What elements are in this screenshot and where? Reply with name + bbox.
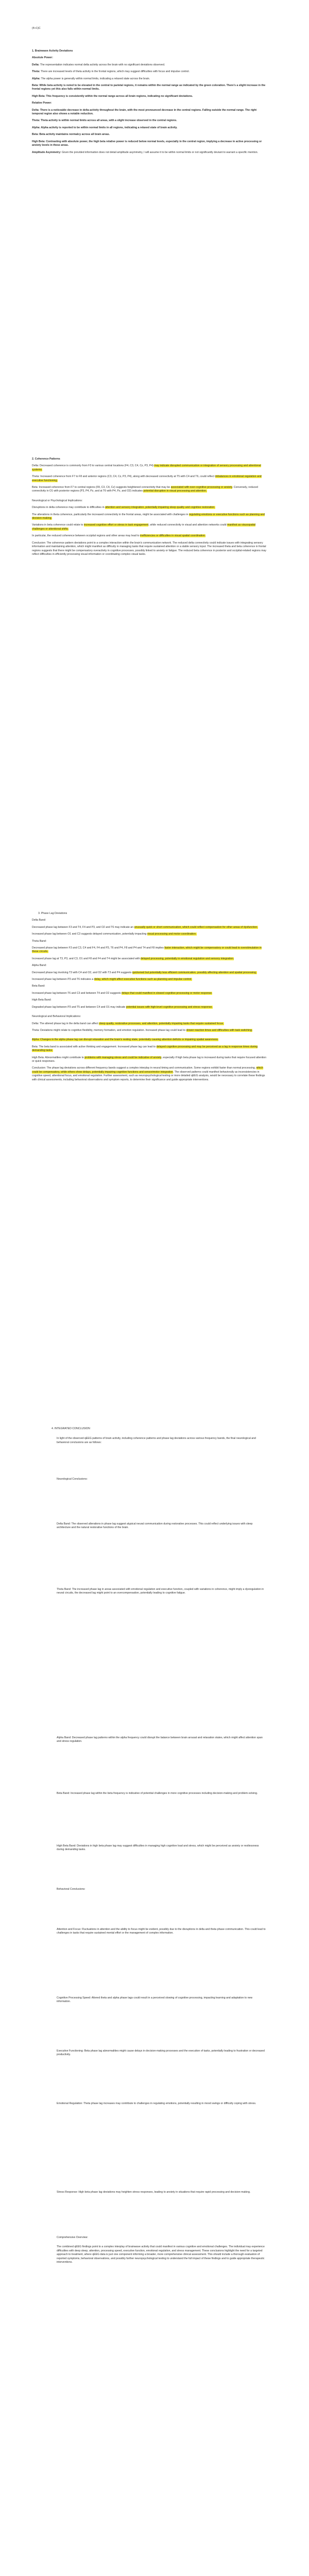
subheading: High Beta Band: (32, 998, 52, 1002)
paragraph: Decreased phase lag between F3 and T4, F4 and P3, and O2 and T6 may indicate an unusually quick or short communication, which could reflect compensation for other areas of dysfunction. (32, 925, 258, 929)
paragraph: Beta Band: Increased phase lag within the beta frequency is indicative of potential challenges in more cognitive processes including decision-making and problem-solving. (57, 1792, 258, 1795)
paragraph: In light of the observed qEEG patterns of brain activity, including coherence patterns and phase lag deviations across various frequency bands, the final neurological and behavioral conclusions are as follows: (57, 1437, 256, 1444)
subheading: Neurological or Psychological Implications: (32, 499, 83, 502)
paragraph: Theta Band: The increased phase lag in areas associated with emotional regulation and executive function, coupled with variations in coherence, might imply a dysregulation in neural circuits, the decreased lag might point to an overcompensation, potentially leading to cognitive fatigue. (57, 1588, 264, 1595)
paragraph: Beta: Beta activity maintains normalcy across all brain areas. (32, 133, 110, 137)
behavioral-heading-block (0, 1888, 309, 1891)
paragraph: Attention and Focus: Fluctuations in attention and the ability to focus might be evident, possibly due to the disruptions in delta and theta phase communication. This could lead to challenges in tasks that require sustained mental effort or the management of complex information. (57, 1928, 266, 1935)
paragraph: Cognitive Processing Speed: Altered theta and alpha phase lags could result in a perceived slowing of cognitive processing, impacting learning and adaptation to new information. (57, 1996, 253, 2004)
paragraph: High Beta: This frequency is consistently within the normal range across all brain regions, indicating no significant deviations. (32, 94, 193, 98)
paragraph: The combined qEEG findings point to a complex interplay of brainwave activity that could manifest in various cognitive and emotional challenges. The individual may experience difficulties with deep sleep, attention, processing speed, executive function, emotional regulation, and stress management. These conclusions highlight the need for a targeted approach to treatment, where qEEG data is just one component informing a broader, more comprehensive clinical assessment. This should include a thorough evaluation of reported symptoms, behavioral observations, and possibly further neuropsychological testing to understand the full impact of these findings and to guide appropriate therapeutic interventions. (57, 2245, 265, 2264)
theta-conclusion (0, 1588, 309, 1596)
paragraph: Amplitude Asymmetry: Given the provided information does not detail amplitude asymmetry, I will assume it to be within normal limits or not significantly deviant to warrant a specific mention. (32, 150, 259, 154)
paragraph: Delta Band: The observed alterations in phase lag suggest atypical neural communication during restorative processes. This could reflect underlying issues with sleep architecture and the natural restorative functions of the brain. (57, 1522, 253, 1530)
section-heading: 3. Phase Lag Deviations (38, 912, 67, 915)
section-heading: 1. Brainwave Activity Deviations (32, 49, 73, 53)
paragraph: Delta: The altered phase lag in the delta band can affect sleep quality, restorative processes, and attention, potentially impairing tasks that require sustained focus. (32, 1022, 224, 1025)
page-label: (4+1)C (32, 27, 41, 30)
beta-conclusion (0, 1792, 309, 1795)
high-beta-conclusion (0, 1844, 309, 1852)
paragraph: Executive Functioning: Beta phase lag abnormalities might cause delays in decision-making processes and the execution of tasks, potentially leading to frustration or decreased productivity. (57, 2049, 265, 2057)
section-coherence-patterns (0, 457, 309, 556)
section-brainwave-deviations (0, 49, 309, 155)
paragraph: Increased phase lag between O1 and C3 suggests delayed communication, potentially impacting visual processing and motor coordination. (32, 933, 197, 936)
paragraph: Emotional Regulation: Theta phase lag increases may contribute to challenges in regulating emotions, potentially resulting in mood swings or difficulty coping with stress. (57, 2102, 256, 2105)
alpha-conclusion (0, 1736, 309, 1744)
paragraph: Beta: While beta activity is noted to be elevated in the central to parietal regions, it remains within the normal range as indicated by the green coloration. There's a slight increase in the frontal regions yet this also falls within normal limits. (32, 84, 266, 91)
paragraph: Theta: Deviations might relate to cognitive flexibility, memory formation, and emotion regulation. Increased phase lag could lead to slower reaction times and difficulties with task switching. (32, 1028, 253, 1032)
delta-conclusion (0, 1522, 309, 1530)
paragraph: Variations in beta coherence could relate to increased cognitive effort or stress in task engagement, while reduced connectivity in visual and attention networks could manifest as visuospatial challenges or attentional shifts. (32, 523, 256, 531)
paragraph: Delta: The representation indicates normal delta activity across the brain with no significant deviations observed. (32, 63, 165, 66)
paragraph: Alpha: Alpha activity is reported to be within normal limits in all regions, indicating a relaxed state of brain activity. (32, 126, 178, 129)
stress-conclusion (0, 2191, 309, 2194)
paragraph: High Beta: Contrasting with absolute power, the high beta relative power is reduced below normal levels, especially in the central region, implying a decrease in active processing or anxiety levels in these areas. (32, 140, 262, 147)
processing-speed-conclusion (0, 1996, 309, 2004)
subheading: Beta Band: (32, 985, 45, 988)
paragraph: High Beta: Abnormalities might contribute to problems with managing stress and could be indicative of anxiety, especially if high beta phase lag is increased during tasks that require focused attention or quick responses. (32, 1056, 266, 1063)
paragraph: Stress Response: High beta phase lag deviations may heighten stress responses, leading to anxiety in situations that require rapid processing and decision-making. (57, 2191, 251, 2194)
paragraph: Delta: There is a noticeable decrease in delta activity throughout the brain, with the most pronounced decrease in the central regions. Falling outside the normal range. The right temporal region also shows a notable reduction. (32, 108, 257, 116)
paragraph: Theta: Increased coherence from F7 to F8 and anterior regions (C3, C4, Cz, P3, P4), along with decreased connectivity at T5 with C4 and T6, could reflect imbalances in emotional regulation and executive functioning. (32, 475, 262, 482)
subheading: Behavioral Conclusions: (57, 1888, 85, 1891)
paragraph: Theta: Theta activity is within normal limits across all areas, with a slight increase observed in the central regions. (32, 119, 177, 123)
paragraph: Increased phase lag between T6 and C3 and between T4 and O2 suggests delays that could manifest in slowed cognitive processing or motor response. (32, 991, 213, 995)
paragraph: Increased phase lag at T3, P3, and C3, O1 and F8 and F4 and T4 might be associated with delayed processing, potentially in emotional regulation and sensory integration. (32, 957, 234, 960)
subheading-absolute-power: Absolute Power: (32, 56, 53, 60)
paragraph: Disruptions in delta coherence may contribute to difficulties in attention and sensory integration, potentially impairing sleep quality and cognitive restoration. (32, 506, 215, 510)
subheading: Comprehensive Overview: (57, 2236, 88, 2239)
subheading: Neurological and Behavioral Implications: (32, 1015, 81, 1019)
paragraph: In particular, the reduced coherence between occipital regions and other areas may lead to inefficiencies or difficulties in visual spatial coordination. (32, 534, 206, 538)
emotional-conclusion (0, 2102, 309, 2106)
paragraph: Conclusion: The phase lag deviations across different frequency bands suggest a complex interplay in neural timing and communication. Some regions exhibit faster than normal processing, which could be compensatory, while others show delays, potentially impairing cognitive functions and sensorimotor integration. The observed patterns could manifest behaviorally as inconsistencies in cognitive speed, attentional focus, and emotional regulation. Further assessment, such as neuropsychological testing or more detailed qEEG analysis, would be necessary to correlate these findings with clinical assessments, including behavioral observations and symptom reports, to determine their significance and guide appropriate interventions. (32, 1066, 265, 1081)
subheading: Neurological Conclusions: (57, 1478, 88, 1481)
paragraph: Alpha: Changes in the alpha phase lag can disrupt relaxation and the brain's resting state, potentially causing attention deficits or impairing spatial awareness. (32, 1038, 219, 1042)
paragraph: Decreased phase lag involving T3 with C4 and O2, and O2 with T3 and P4 suggests quickened but potentially less efficient communication, possibly affecting attention and spatial processing. (32, 971, 257, 974)
paragraph: Alpha Band: Decreased phase lag patterns within the alpha frequency could disrupt the balance between brain arousal and relaxation states, which might affect attention span and stress regulation. (57, 1736, 263, 1743)
paragraph: Decreased phase lag between F3 and C3, C4 and F4, F4 and P3, T6 and P4, F8 and P4 and T4 and F8 implies faster interaction, which might be compensatory or could lead to overstimulation in these circuits. (32, 946, 262, 954)
paragraph: Conclusion: The coherence pattern deviations point to a complex interaction within the brain's communication network. The reduced delta connectivity could indicate issues with integrating sensory information and maintaining attention, which might manifest as difficulty in managing tasks that require sustained attention or a stable sensory input. The increased theta and beta coherence in frontal regions suggests that there might be compensatory overactivity in cognitive processes, possibly linked to anxiety or fatigue. The reduced beta coherence in posterior and occipital-related regions may reflect difficulties in efficiently processing visual information or coordinating complex visual tasks. (32, 541, 266, 556)
subheading: Delta Band: (32, 919, 46, 922)
subheading: Theta Band: (32, 939, 47, 943)
section-phase-lag (0, 912, 309, 1082)
section-heading: 4. INTEGRATED CONCLUSION (52, 1427, 90, 1430)
subheading: Alpha Band: (32, 964, 47, 968)
paragraph: High Beta Band: Deviations in high beta phase lag may suggest difficulties in managing high cognitive load and stress, which might be perceived as anxiety or restlessness during demanding tasks. (57, 1844, 259, 1852)
paragraph: Beta: Increased coherence from F7 to central regions (F8, C3, C4, Cz) suggests heightened connectivity that may be associated with over-cognitive processing or anxiety. Conversely, reduced connectivity in O1 with posterior regions (P3, P4, Pz, and at T6 with P4, Pz, and O2) indicates potential disruption in visual processing and attention. (32, 486, 258, 493)
executive-conclusion (0, 2049, 309, 2057)
paragraph: Beta: The beta band is associated with active thinking and engagement. Increased phase lag can lead to delayed cognitive processing and may be perceived as a lag in response times during demanding tasks. (32, 1045, 258, 1053)
attention-conclusion (0, 1928, 309, 1936)
subheading-relative-power: Relative Power: (32, 101, 52, 105)
paragraph: Alpha: The alpha power is generally within normal limits, indicating a relaxed state across the brain. (32, 77, 150, 80)
paragraph: Increased phase lag between P3 and T6 indicates a delay, which might affect executive functions such as planning and impulse control. (32, 978, 192, 981)
paragraph: Delta: Decreased coherence is commonly from F3 to various central locations (F4, C3, C4, Cz, P3, P4) may indicate disrupted communication or integration of sensory processing and attentional systems. (32, 464, 261, 471)
neuro-conclusions-heading-block (0, 1478, 309, 1481)
paragraph: Degraded phase lag between P3 and T5 and between C4 and O1 may indicate potential issues with high-level cognitive processing and stress response. (32, 1005, 213, 1009)
paragraph: The alterations in theta coherence, particularly the increased connectivity in the frontal areas, might be associated with challenges in regulating emotions or executive functions such as planning and decision-making. (32, 513, 265, 520)
section-integrated-conclusion (0, 1427, 309, 1445)
paragraph: Theta: There are increased levels of theta activity in the frontal regions, which may suggest difficulties with focus and impulse control. (32, 70, 190, 74)
comprehensive-overview (0, 2236, 309, 2264)
section-heading: 2. Coherence Patterns (32, 457, 60, 461)
